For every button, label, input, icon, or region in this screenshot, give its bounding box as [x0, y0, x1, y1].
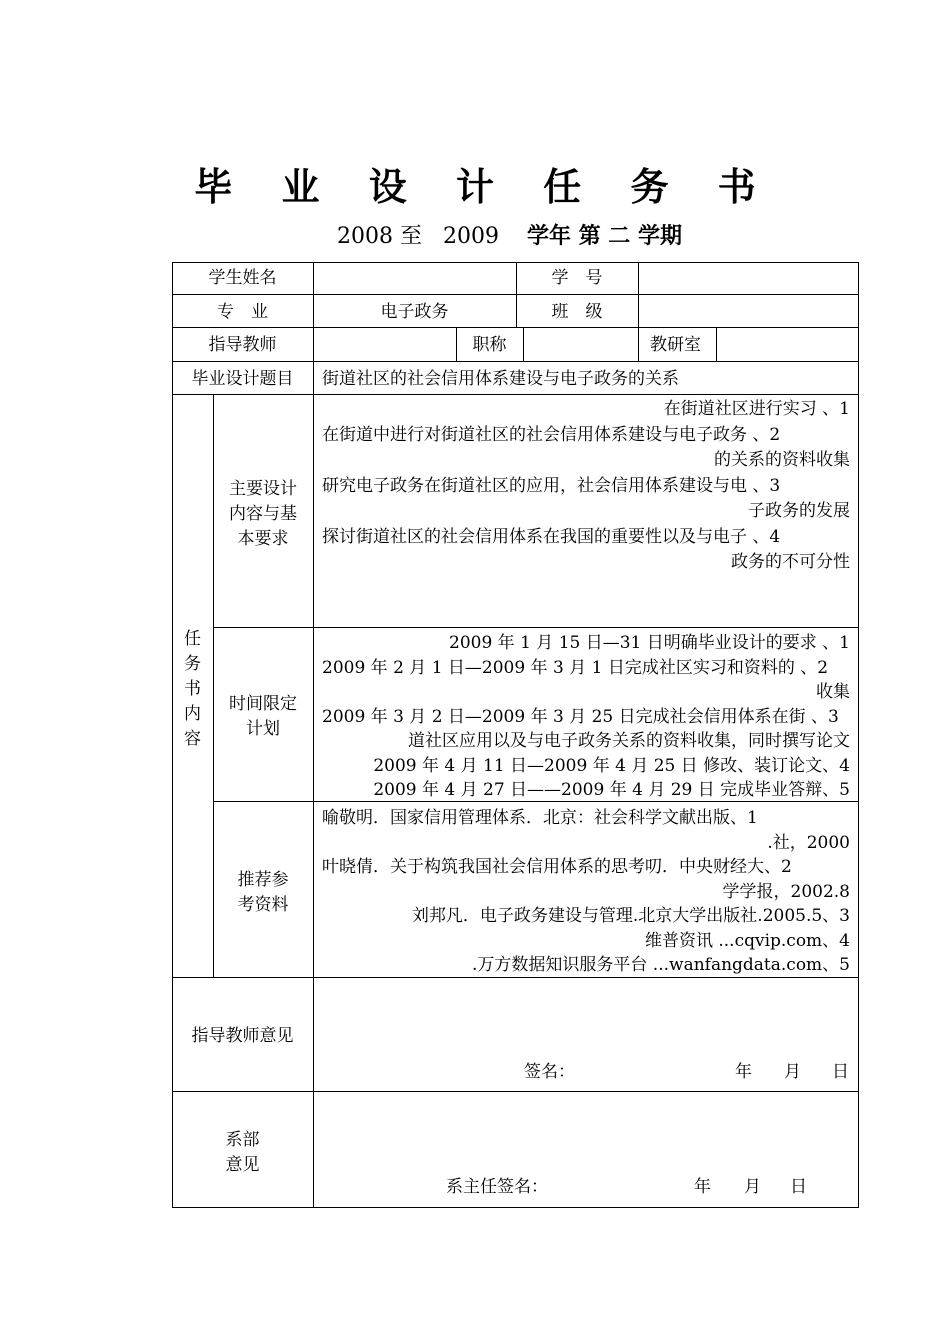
task-form-table — [172, 262, 859, 1208]
references-label — [213, 868, 313, 918]
list-item: 2009 年 2 月 1 日—2009 年 3 月 1 日完成社区实习和资料的 、2 — [322, 657, 829, 678]
list-item: 子政务的发展 — [748, 501, 850, 521]
schedule-label-line: 时间限定 — [229, 694, 297, 714]
dept-label-line: 意见 — [225, 1155, 260, 1175]
dept-year-label: 年 — [694, 1177, 711, 1197]
office-label: 教研室 — [650, 335, 701, 355]
topic-label: 毕业设计题目 — [191, 369, 294, 389]
major-field[interactable]: 电子政务 — [380, 302, 449, 322]
list-item: 学学报，2002.8 — [722, 881, 850, 902]
list-item: 喻敬明．国家信用管理体系．北京：社会科学文献出版、1 — [322, 808, 758, 828]
task-label-char: 任 — [184, 629, 201, 649]
list-item: 2009 年 4 月 27 日——2009 年 4 月 29 日 完成毕业答辩、5 — [373, 780, 850, 800]
dept-day-label: 日 — [790, 1177, 807, 1197]
academic-term — [337, 222, 682, 252]
term-text: 学年 第 二 学期 — [526, 224, 682, 249]
dept-signature-label: 系主任签名： — [446, 1177, 548, 1197]
list-item: 政务的不可分性 — [731, 552, 850, 572]
document-title: 毕 业 设 计 任 务 书 — [194, 165, 774, 209]
dept-month-label: 月 — [744, 1177, 761, 1197]
content-label — [213, 477, 313, 552]
advisor-month-label: 月 — [784, 1062, 801, 1082]
advisor-year-label: 年 — [735, 1062, 752, 1082]
list-item: 探讨街道社区的社会信用体系在我国的重要性以及与电子 、4 — [322, 526, 781, 547]
advisor-label: 指导教师 — [208, 335, 277, 355]
advisor-day-label: 日 — [832, 1062, 849, 1082]
reference-list — [322, 806, 850, 978]
list-item: 收集 — [816, 682, 850, 702]
list-item: 在街道社区进行实习 、1 — [663, 399, 850, 419]
references-label-line: 考资料 — [237, 895, 289, 915]
task-section-label — [172, 627, 213, 752]
list-item: 维普资讯 ...cqvip.com、4 — [644, 930, 850, 951]
to-word: 至 — [400, 224, 423, 249]
list-item: 研究电子政务在街道社区的应用，社会信用体系建设与电 、3 — [322, 475, 781, 496]
list-item: 在街道中进行对街道社区的社会信用体系建设与电子政务 、2 — [322, 424, 781, 445]
dept-opinion-field[interactable] — [322, 1098, 850, 1168]
content-label-line: 本要求 — [237, 529, 289, 549]
list-item: 刘邦凡．电子政务建设与管理.北京大学出版社.2005.5、3 — [411, 906, 850, 926]
schedule-label — [213, 692, 313, 742]
list-item: 道社区应用以及与电子政务关系的资料收集，同时撰写论文 — [408, 731, 850, 751]
content-requirements — [322, 397, 850, 576]
advisor-opinion-field[interactable] — [322, 984, 850, 1054]
list-item: 2009 年 1 月 15 日—31 日明确毕业设计的要求 、1 — [449, 633, 850, 653]
content-label-line: 主要设计 — [229, 479, 297, 499]
task-label-char: 内 — [184, 704, 201, 724]
content-label-line: 内容与基 — [229, 504, 297, 524]
task-label-char: 书 — [184, 679, 201, 699]
list-item: 的关系的资料收集 — [714, 450, 850, 470]
list-item: 叶晓倩．关于构筑我国社会信用体系的思考叨．中央财经大、2 — [322, 857, 792, 877]
schedule-label-line: 计划 — [246, 719, 280, 739]
dept-opinion-label — [172, 1128, 313, 1178]
task-label-char: 容 — [184, 729, 201, 749]
class-label: 班 级 — [551, 302, 603, 322]
schedule-plan — [322, 631, 850, 803]
topic-field[interactable]: 街道社区的社会信用体系建设与电子政务的关系 — [322, 369, 679, 389]
student-name-label: 学生姓名 — [208, 268, 277, 288]
task-label-char: 务 — [184, 654, 201, 674]
list-item: 2009 年 4 月 11 日—2009 年 4 月 25 日 修改、装订论文、4 — [373, 755, 850, 776]
advisor-opinion-label: 指导教师意见 — [191, 1026, 294, 1046]
references-label-line: 推荐参 — [237, 870, 289, 890]
list-item: .社，2000 — [767, 832, 850, 853]
year-start: 2008 — [337, 224, 393, 249]
advisor-signature-label: 签名： — [524, 1062, 575, 1082]
student-id-label: 学 号 — [551, 268, 603, 288]
title-label: 职称 — [472, 335, 507, 355]
year-end: 2009 — [443, 224, 499, 249]
major-label: 专 业 — [217, 302, 268, 322]
dept-label-line: 系部 — [225, 1130, 260, 1150]
list-item: .万方数据知识服务平台 ...wanfangdata.com、5 — [472, 955, 850, 975]
list-item: 2009 年 3 月 2 日—2009 年 3 月 25 日完成社会信用体系在街 、3 — [322, 706, 839, 727]
